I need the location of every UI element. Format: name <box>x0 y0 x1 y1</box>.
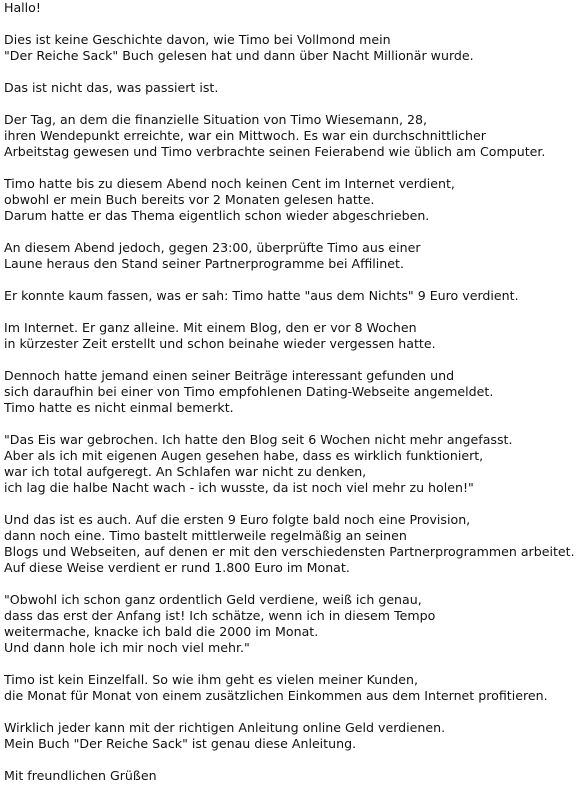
paragraph-quote-just-beginning <box>4 592 578 656</box>
paragraph-more-commission <box>4 512 578 576</box>
paragraph-not-what-happened <box>4 80 578 96</box>
text-line: dass das erst der Anfang ist! Ich schätze, wenn ich in diesem Tempo <box>4 608 436 623</box>
text-line: Timo hatte bis zu diesem Abend noch keinen Cent im Internet verdient, <box>4 176 455 191</box>
closing-line: Mit freundlichen Grüßen <box>4 768 157 783</box>
text-line: Und dann hole ich mir noch viel mehr." <box>4 640 250 655</box>
text-line: An diesem Abend jedoch, gegen 23:00, überprüfte Timo aus einer <box>4 240 421 255</box>
text-line: Er konnte kaum fassen, was er sah: Timo hatte "aus dem Nichts" 9 Euro verdient. <box>4 288 519 303</box>
text-line: Laune heraus den Stand seiner Partnerprogramme bei Affilinet. <box>4 256 404 271</box>
text-line: Und das ist es auch. Auf die ersten 9 Euro folgte bald noch eine Provision, <box>4 512 471 527</box>
text-line: weitermache, knacke ich bald die 2000 im Monat. <box>4 624 319 639</box>
text-line: Der Tag, an dem die finanzielle Situation von Timo Wiesemann, 28, <box>4 112 428 127</box>
greeting <box>4 0 578 16</box>
closing <box>4 768 578 784</box>
text-line: Das ist nicht das, was passiert ist. <box>4 80 219 95</box>
text-line: Timo ist kein Einzelfall. So wie ihm geht es vielen meiner Kunden, <box>4 672 418 687</box>
paragraph-anyone-can <box>4 720 578 752</box>
text-line: Aber als ich mit eigenen Augen gesehen habe, dass es wirklich funktioniert, <box>4 448 484 463</box>
paragraph-quote-ice-broken <box>4 432 578 496</box>
paragraph-blog <box>4 320 578 352</box>
paragraph-the-day <box>4 112 578 160</box>
text-line: sich daraufhin bei einer von Timo empfohlenen Dating-Webseite angemeldet. <box>4 384 494 399</box>
text-line: die Monat für Monat von einem zusätzlichen Einkommen aus dem Internet profitieren. <box>4 688 548 703</box>
text-line: Dennoch hatte jemand einen seiner Beiträge interessant gefunden und <box>4 368 455 383</box>
text-line: in kürzester Zeit erstellt und schon beinahe wieder vergessen hatte. <box>4 336 436 351</box>
paragraph-not-alone <box>4 672 578 704</box>
text-line: ich lag die halbe Nacht wach - ich wusste, da ist noch viel mehr zu holen!" <box>4 480 474 495</box>
text-line: "Der Reiche Sack" Buch gelesen hat und dann über Nacht Millionär wurde. <box>4 48 474 63</box>
paragraph-no-cent <box>4 176 578 224</box>
text-line: Blogs und Webseiten, auf denen er mit den verschiedensten Partnerprogrammen arbeitet. <box>4 544 575 559</box>
text-line: Darum hatte er das Thema eigentlich schon wieder abgeschrieben. <box>4 208 430 223</box>
text-line: Wirklich jeder kann mit der richtigen Anleitung online Geld verdienen. <box>4 720 446 735</box>
paragraph-intro <box>4 32 578 64</box>
paragraph-nine-euro <box>4 288 578 304</box>
text-line: war ich total aufgeregt. An Schlafen war nicht zu denken, <box>4 464 367 479</box>
text-line: obwohl er mein Buch bereits vor 2 Monaten gelesen hatte. <box>4 192 375 207</box>
letter-body <box>4 0 578 800</box>
greeting-line: Hallo! <box>4 0 41 15</box>
text-line: Dies ist keine Geschichte davon, wie Timo bei Vollmond mein <box>4 32 391 47</box>
text-line: "Das Eis war gebrochen. Ich hatte den Blog seit 6 Wochen nicht mehr angefasst. <box>4 432 513 447</box>
text-line: "Obwohl ich schon ganz ordentlich Geld verdiene, weiß ich genau, <box>4 592 422 607</box>
text-line: Mein Buch "Der Reiche Sack" ist genau diese Anleitung. <box>4 736 357 751</box>
text-line: Arbeitstag gewesen und Timo verbrachte seinen Feierabend wie üblich am Computer. <box>4 144 546 159</box>
text-line: Timo hatte es nicht einmal bemerkt. <box>4 400 234 415</box>
text-line: Im Internet. Er ganz alleine. Mit einem Blog, den er vor 8 Wochen <box>4 320 417 335</box>
text-line: ihren Wendepunkt erreichte, war ein Mittwoch. Es war ein durchschnittlicher <box>4 128 486 143</box>
paragraph-that-evening <box>4 240 578 272</box>
paragraph-dating-site <box>4 368 578 416</box>
text-line: dann noch eine. Timo bastelt mittlerweile regelmäßig an seinen <box>4 528 407 543</box>
text-line: Auf diese Weise verdient er rund 1.800 Euro im Monat. <box>4 560 350 575</box>
